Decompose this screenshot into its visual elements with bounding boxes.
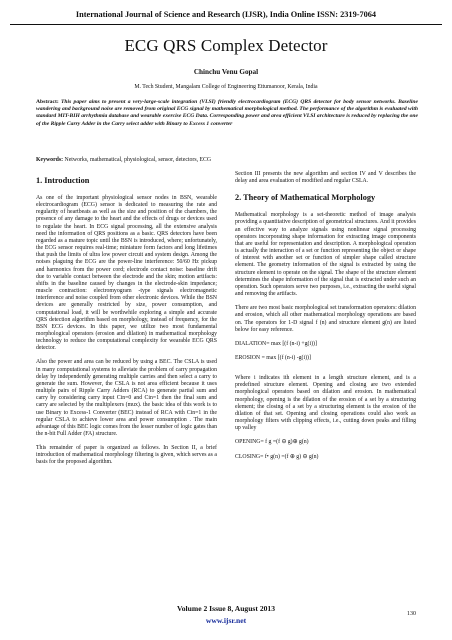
keywords	[36, 157, 418, 163]
paragraph: This remainder of paper is organized as follows. In Section II, a brief introduction of mathematical morphology filtering is given, which serves as a basis for the proposed algorithm.	[36, 445, 217, 466]
header-rule	[10, 24, 442, 25]
abstract-label: Abstract:	[36, 99, 59, 105]
page-number: 130	[407, 611, 416, 617]
abstract-text: This paper aims to present a very-large-scale integration (VLSI) friendly electrocardiogram (ECG) QRS detector for body sensor networks. Baseline wandering and background noise are removed from original ECG signal by mathematical morphological method. The performance of the algorithm is evaluated with standard MIT-BIH arrhythmia database and wearable exercise ECG Data. Corresponding power and area efficient VLSI architecture is reduced by replacing the one of the Ripple Carry Adder in the Carry select adder with Binary to Excess 1 converter	[36, 99, 418, 127]
paragraph: Section III presents the new algorithm and section IV and V describes the delay and area evaluation of modified and regular CSLA.	[235, 171, 416, 185]
section-heading-introduction: 1. Introduction	[36, 176, 90, 185]
right-column	[235, 171, 416, 468]
section-heading-morphology: 2. Theory of Mathematical Morphology	[235, 193, 376, 203]
formula-closing: CLOSING= f• g(n) =(f ⊕ g) ⊖ g(n)	[235, 453, 319, 460]
paragraph: Mathematical morphology is a set-theoretic method of image analysis providing a quantitative description of geometrical structures. And it provides an effective way to analyze signals using nonlinear signal processing operators incorporating shape information for extracting image components that are useful for representation and description. A morphological operation is actually the interaction of a set or function representing the object or shape of interest with another set or function of simpler shape called structure element. The geometry information of the signal is extracted by using the structure element to operate on the signal. The shape of the structure element determines the shape information of the signal that is extracted under such an operation. Such operators serve two purposes, i.e., extracting the useful signal and removing the artifacts.	[235, 212, 416, 298]
formula-dilation: DIALATION= max [(f (n-i) +g(i))]	[235, 340, 317, 347]
formula-erosion: EROSION = max [(f (n-i) -g(i))]	[235, 354, 311, 361]
paper-title: ECG QRS Complex Detector	[124, 36, 328, 55]
formula-opening: OPENING= f g =(f ⊖ g)⊕ g(n)	[235, 439, 309, 446]
left-column	[36, 171, 217, 474]
author-name: Chinchu Venu Gopal	[193, 68, 259, 76]
author-affiliation: M. Tech Student, Mangalam College of Engineering Ettumanoor, Kerala, India	[134, 84, 318, 90]
paragraph: Where i indicates ith element in a length structure element, and is a predefined structure element. Opening and closing are two extended morphological operators based on dilation and erosion. In mathematical morphology, opening is the dilation of the erosion of a set by a structuring element; the closing of a set by a structuring element is the erosion of the dilation of that set. Opening and closing operations could also work as morphology filters with clipping effects, i.e., cutting down peaks and filling up valley	[235, 375, 416, 432]
abstract	[36, 99, 418, 128]
paragraph: There are two most basic morphological set transformation operators: dilation and erosion, which all other mathematical morphology operations are based on. The operators for 1-D signal f (n) and structure element g(n) are listed below for easy reference.	[235, 305, 416, 333]
paragraph: Also the power and area can be reduced by using a BEC. The CSLA is used in many computational systems to alleviate the problem of carry propagation delay by independently generating multiple carries and then select a carry to generate the sum. However, the CSLA is not area efficient because it uses multiple pairs of Ripple Carry Adders (RCA) to generate partial sum and carry by considering carry input Cin=0 and Cin=1 then the final sum and carry are selected by the multiplexers (mux). the basic idea of this work is to use Binary to Excess-1 Converter (BEC) instead of RCA with Cin=1 in the regular CSLA to achieve lower area and power consumption . The main advantage of this BEC logic comes from the lesser number of logic gates than the n-bit Full Adder (FA) structure.	[36, 359, 217, 437]
journal-header: International Journal of Science and Research (IJSR), India Online ISSN: 2319-7064	[75, 10, 377, 19]
keywords-label: Keywords:	[36, 157, 64, 163]
footer-issue: Volume 2 Issue 8, August 2013	[176, 604, 276, 613]
keywords-text: Networks, mathematical, physiological, sensor, detectors, ECG	[64, 157, 212, 163]
paragraph: As one of the important physiological sensor nodes in BSN, wearable electrocardiogram (ECG) sensor is dedicated to measuring the rate and regularity of heartbeats as well as the size and position of the chambers, the presence of any damage to the heart and the effects of drugs or devices used to regulate the heart. In ECG signal processing, all the extensive analysis need the information of QRS positions as a basic. QRS detectors have been regarded as a mature topic until the BSN is introduced, where; unfortunately, the ECG sensor requires real-time; miniature form factors and long lifetimes that push the limits of ultra low power circuit and system design. Among the noises plaguing the ECG are the power-line interference: 50/60 Hz pickup and harmonics from the power cord; electrode contact noise: baseline drift due to variable contact between the electrode and the skin; motion artifacts: shifts in the baseline caused by changes in the electrode-skin impedance; muscle contraction: electromyogram -type signals electromagnetic interference and noise coupled from other electronic devices. While the BSN devices are generally restricted by size, power consumption, and computational load, it will be worthwhile exploring a simple and accurate QRS detection algorithm based on morphology, instead of frequency, for the BSN ECG devices. In this paper, we utilize two most fundamental morphological operators (erosion and dilation) in mathematical morphology technology to reduce the computational complexity for wearable ECG QRS detector.	[36, 195, 217, 352]
footer-url-link[interactable]: www.ijsr.net	[205, 616, 247, 625]
